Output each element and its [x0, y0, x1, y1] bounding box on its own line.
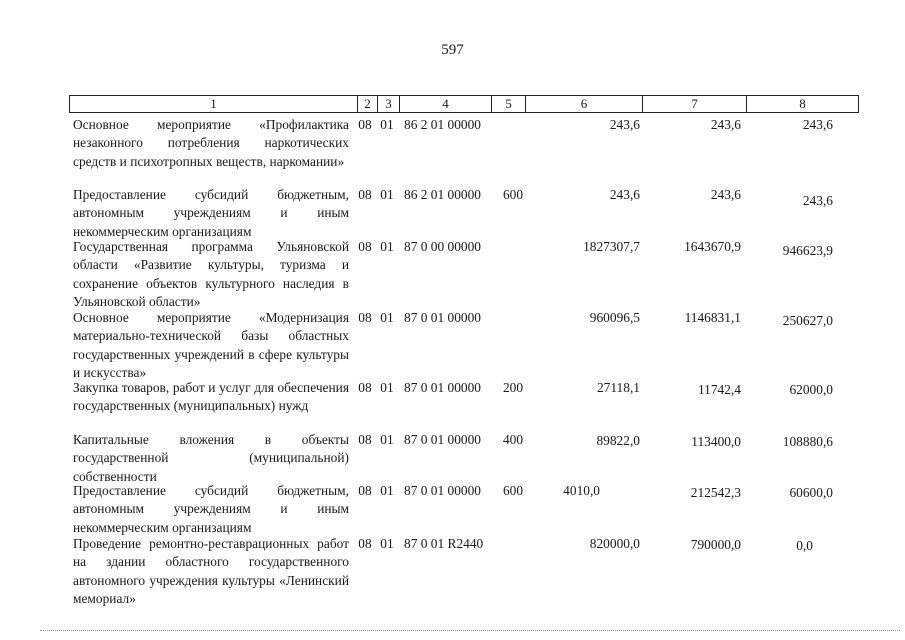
row-col-2: 08 — [358, 483, 372, 498]
row-col-2: 08 — [358, 239, 372, 254]
header-col-3: 3 — [378, 96, 400, 112]
row-col-2: 08 — [358, 432, 372, 447]
row-col-2: 08 — [358, 380, 372, 395]
row-name: Основное мероприятие «Модернизация материально-технической базы областных государственных учреждений в сфере культуры и искусства» — [73, 310, 349, 381]
row-col-4: 87 0 01 00000 — [404, 432, 481, 447]
table-header — [69, 95, 859, 113]
row-col-3: 01 — [380, 310, 394, 325]
header-col-1: 1 — [70, 96, 358, 112]
row-col-3: 01 — [380, 380, 394, 395]
row-col-7: 1643670,9 — [684, 239, 741, 254]
page-number: 597 — [441, 42, 464, 58]
row-name: Государственная программа Ульяновской области «Развитие культуры, туризма и сохранение объектов культурного наследия в Ульяновской области» — [73, 239, 349, 310]
row-name: Проведение ремонтно-реставрационных работ на здании областного государственного автономного учреждения культуры «Ленинский мемориал» — [73, 536, 349, 607]
row-col-2: 08 — [358, 117, 372, 132]
row-col-7: 11742,4 — [697, 382, 741, 397]
row-col-8: 62000,0 — [789, 382, 833, 397]
row-col-6: 243,6 — [609, 187, 640, 202]
row-col-8: 0,0 — [796, 538, 813, 553]
row-col-3: 01 — [380, 187, 394, 202]
row-col-4: 87 0 00 00000 — [404, 239, 481, 254]
row-col-6: 1827307,7 — [583, 239, 640, 254]
row-col-8: 250627,0 — [782, 313, 833, 328]
header-col-5: 5 — [492, 96, 526, 112]
row-col-8: 60600,0 — [789, 485, 833, 500]
row-name: Капитальные вложения в объекты государственной (муниципальной) собственности — [73, 432, 349, 484]
row-col-2: 08 — [358, 310, 372, 325]
row-col-7: 212542,3 — [690, 485, 741, 500]
row-col-8: 946623,9 — [782, 243, 833, 258]
row-col-4: 87 0 01 00000 — [404, 310, 481, 325]
header-col-8: 8 — [799, 96, 806, 111]
header-col-4: 4 — [400, 96, 492, 112]
row-col-4: 86 2 01 00000 — [404, 117, 481, 132]
row-col-3: 01 — [380, 483, 394, 498]
row-col-4: 87 0 01 00000 — [404, 380, 481, 395]
row-col-4: 87 0 01 R2440 — [404, 536, 484, 551]
row-name: Закупка товаров, работ и услуг для обеспечения государственных (муниципальных) нужд — [73, 380, 349, 414]
row-col-5: 600 — [502, 483, 524, 498]
row-col-6: 820000,0 — [589, 536, 640, 551]
row-col-5: 200 — [502, 380, 524, 395]
row-name: Предоставление субсидий бюджетным, автономным учреждениям и иным некоммерческим организациям — [73, 483, 349, 535]
row-col-8: 243,6 — [802, 193, 833, 208]
row-col-6: 243,6 — [609, 117, 640, 132]
row-col-8: 108880,6 — [782, 434, 833, 449]
row-col-4: 86 2 01 00000 — [404, 187, 481, 202]
row-col-6: 4010,0 — [563, 483, 600, 498]
row-col-5: 600 — [502, 187, 524, 202]
row-col-7: 243,6 — [710, 187, 741, 202]
row-col-7: 1146831,1 — [684, 310, 741, 325]
row-col-5: 400 — [502, 432, 524, 447]
row-col-3: 01 — [380, 117, 394, 132]
row-col-3: 01 — [380, 536, 394, 551]
row-col-7: 243,6 — [710, 117, 741, 132]
row-name: Основное мероприятие «Профилактика незаконного потребления наркотических средств и психотропных веществ, наркомании» — [73, 117, 349, 169]
header-col-2: 2 — [358, 96, 378, 112]
row-col-3: 01 — [380, 239, 394, 254]
row-col-4: 87 0 01 00000 — [404, 483, 481, 498]
row-col-8: 243,6 — [802, 117, 833, 132]
header-col-6: 6 — [526, 96, 643, 112]
header-col-7: 7 — [643, 96, 747, 112]
row-col-2: 08 — [358, 536, 372, 551]
row-col-7: 113400,0 — [691, 434, 741, 449]
scan-edge — [40, 630, 900, 633]
row-col-6: 960096,5 — [589, 310, 640, 325]
row-col-6: 89822,0 — [596, 433, 640, 448]
row-col-3: 01 — [380, 432, 394, 447]
row-col-7: 790000,0 — [690, 537, 741, 552]
row-col-2: 08 — [358, 187, 372, 202]
row-name: Предоставление субсидий бюджетным, автономным учреждениям и иным некоммерческим организациям — [73, 187, 349, 239]
row-col-6: 27118,1 — [596, 380, 640, 395]
